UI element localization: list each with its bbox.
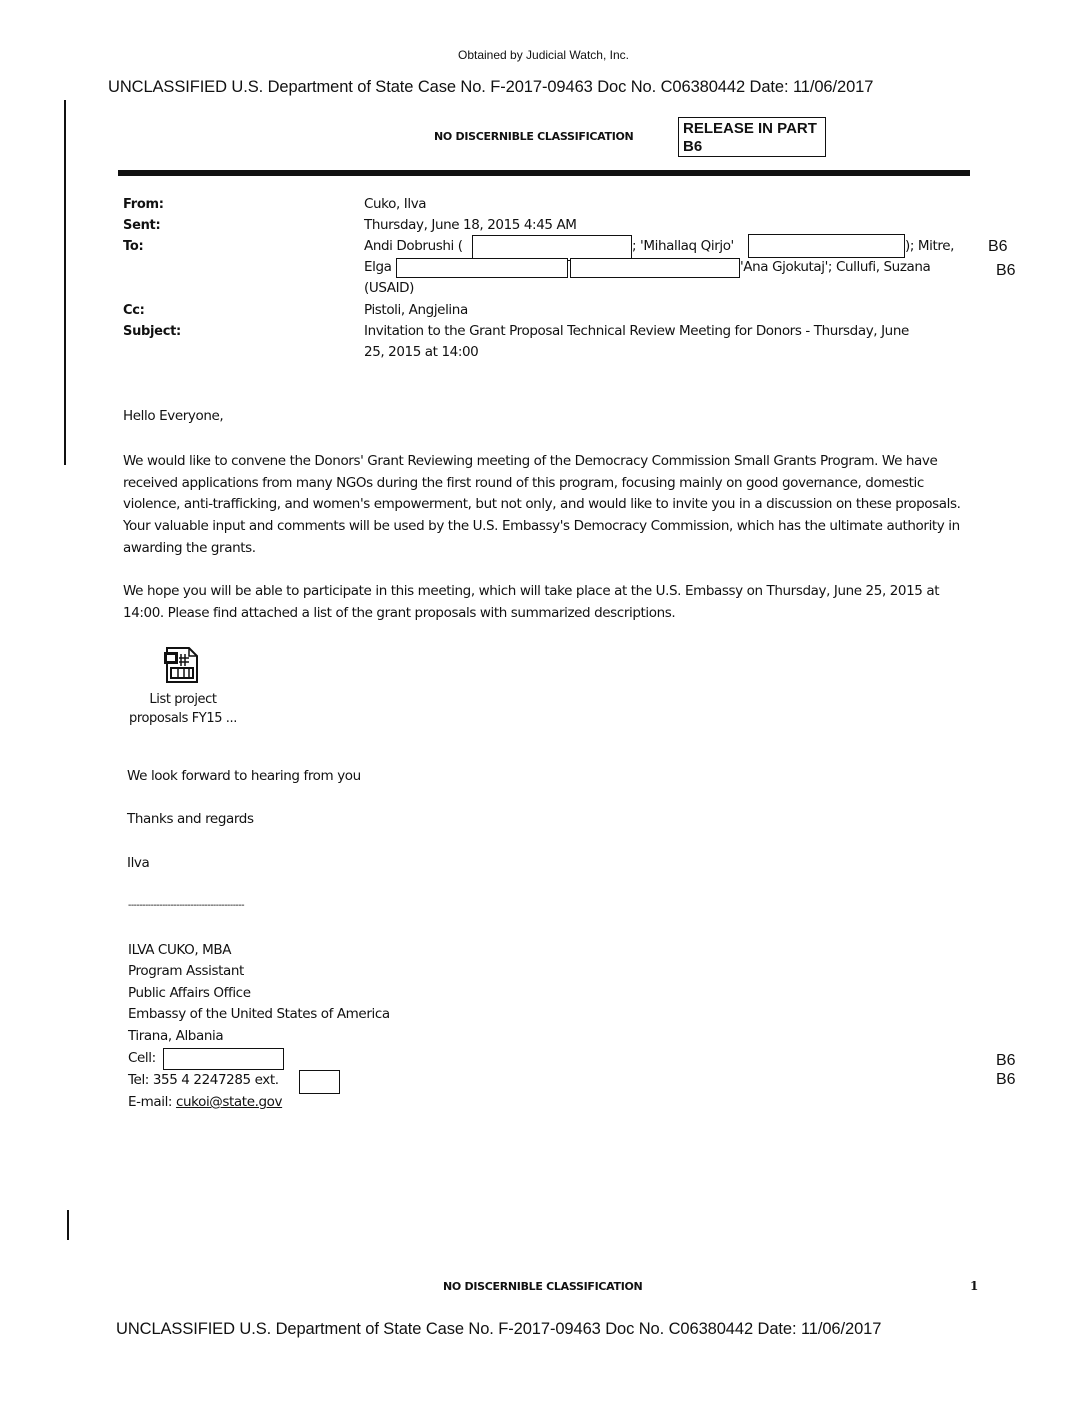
scan-margin-line	[67, 1210, 69, 1240]
to-part-2: ; 'Mihallaq Qirjo'	[632, 238, 734, 254]
signature-embassy: Embassy of the United States of America	[128, 1006, 390, 1022]
to-label: To:	[123, 239, 144, 254]
signature-separator: -----------------------------------------	[128, 900, 245, 911]
top-classification-banner: UNCLASSIFIED U.S. Department of State Case No. F-2017-09463 Doc No. C06380442 Date: 11/06/2017	[108, 78, 874, 96]
subject-line-2: 25, 2015 at 14:00	[364, 344, 479, 360]
exemption-b6: B6	[988, 238, 1008, 255]
signature-cell-label: Cell:	[128, 1050, 156, 1066]
signature-city: Tirana, Albania	[128, 1028, 224, 1044]
signature-title: Program Assistant	[128, 963, 244, 979]
release-stamp-line2: B6	[683, 138, 703, 155]
release-stamp	[678, 117, 826, 157]
scan-margin-line	[64, 100, 66, 465]
body-paragraph-1: We would like to convene the Donors' Grant Reviewing meeting of the Democracy Commission Small Grants Program. We have received applications from many NGOs during the first round of this program, focusing mainly on good governance, domestic violence, anti-trafficking, and women's empowerment, but not only, and would like to invite you in a discussion on these proposals. Your valuable input and comments will be used by the U.S. Embassy's Democracy Commission, which has the ultimate authority in awarding the grants.	[123, 453, 961, 556]
obtained-by-note: Obtained by Judicial Watch, Inc.	[458, 48, 629, 62]
redaction-box	[299, 1070, 340, 1094]
body-paragraph-2: We hope you will be able to participate in this meeting, which will take place at the U.S. Embassy on Thursday, June 25, 2015 at 14:00. Please find attached a list of the grant proposals with summarized descriptions.	[123, 583, 940, 621]
classification-label-bottom: NO DISCERNIBLE CLASSIFICATION	[443, 1280, 643, 1293]
redaction-box	[748, 234, 905, 258]
sent-label: Sent:	[123, 218, 161, 233]
header-rule	[118, 170, 970, 176]
attachment-label[interactable]	[123, 690, 243, 728]
subject-label: Subject:	[123, 324, 181, 339]
signature-email-row	[128, 1094, 282, 1110]
classification-label-top: NO DISCERNIBLE CLASSIFICATION	[434, 130, 634, 143]
attachment[interactable]	[162, 646, 200, 689]
signature-email-link[interactable]: cukoi@state.gov	[175, 1094, 283, 1110]
redaction-box	[163, 1048, 284, 1070]
signature-email-label: E-mail:	[128, 1094, 173, 1110]
sent-value: Thursday, June 18, 2015 4:45 AM	[364, 217, 577, 233]
signature-tel: Tel: 355 4 2247285 ext.	[128, 1072, 279, 1088]
exemption-b6: B6	[996, 1071, 1016, 1088]
regards-line: Thanks and regards	[127, 811, 254, 827]
closing-line: We look forward to hearing from you	[127, 768, 361, 784]
exemption-b6: B6	[996, 262, 1016, 279]
to-part-1: Andi Dobrushi (	[364, 238, 463, 254]
cc-value: Pistoli, Angjelina	[364, 302, 468, 318]
to-part-5: 'Ana Gjokutaj'; Cullufi, Suzana	[740, 259, 931, 275]
from-value: Cuko, Ilva	[364, 196, 427, 212]
redaction-box	[396, 258, 568, 278]
from-label: From:	[123, 197, 164, 212]
sender-first-name: Ilva	[127, 855, 150, 871]
to-part-6: (USAID)	[364, 280, 415, 296]
redaction-box	[570, 258, 740, 278]
bottom-classification-banner: UNCLASSIFIED U.S. Department of State Case No. F-2017-09463 Doc No. C06380442 Date: 11/06/2017	[116, 1320, 882, 1338]
greeting: Hello Everyone,	[123, 408, 224, 424]
exemption-b6: B6	[996, 1052, 1016, 1069]
to-part-3: ); Mitre,	[905, 238, 955, 254]
page-number: 1	[970, 1279, 979, 1293]
signature-office: Public Affairs Office	[128, 985, 251, 1001]
subject-line-1: Invitation to the Grant Proposal Technical Review Meeting for Donors - Thursday, June	[364, 323, 909, 339]
to-part-4: Elga	[364, 259, 392, 275]
attachment-label-line2: proposals FY15 ...	[128, 711, 238, 726]
attachment-label-line1: List project	[149, 692, 217, 707]
signature-name: ILVA CUKO, MBA	[128, 942, 232, 958]
spreadsheet-file-icon	[162, 646, 200, 684]
release-stamp-line1: RELEASE IN PART	[683, 120, 817, 137]
cc-label: Cc:	[123, 303, 145, 318]
